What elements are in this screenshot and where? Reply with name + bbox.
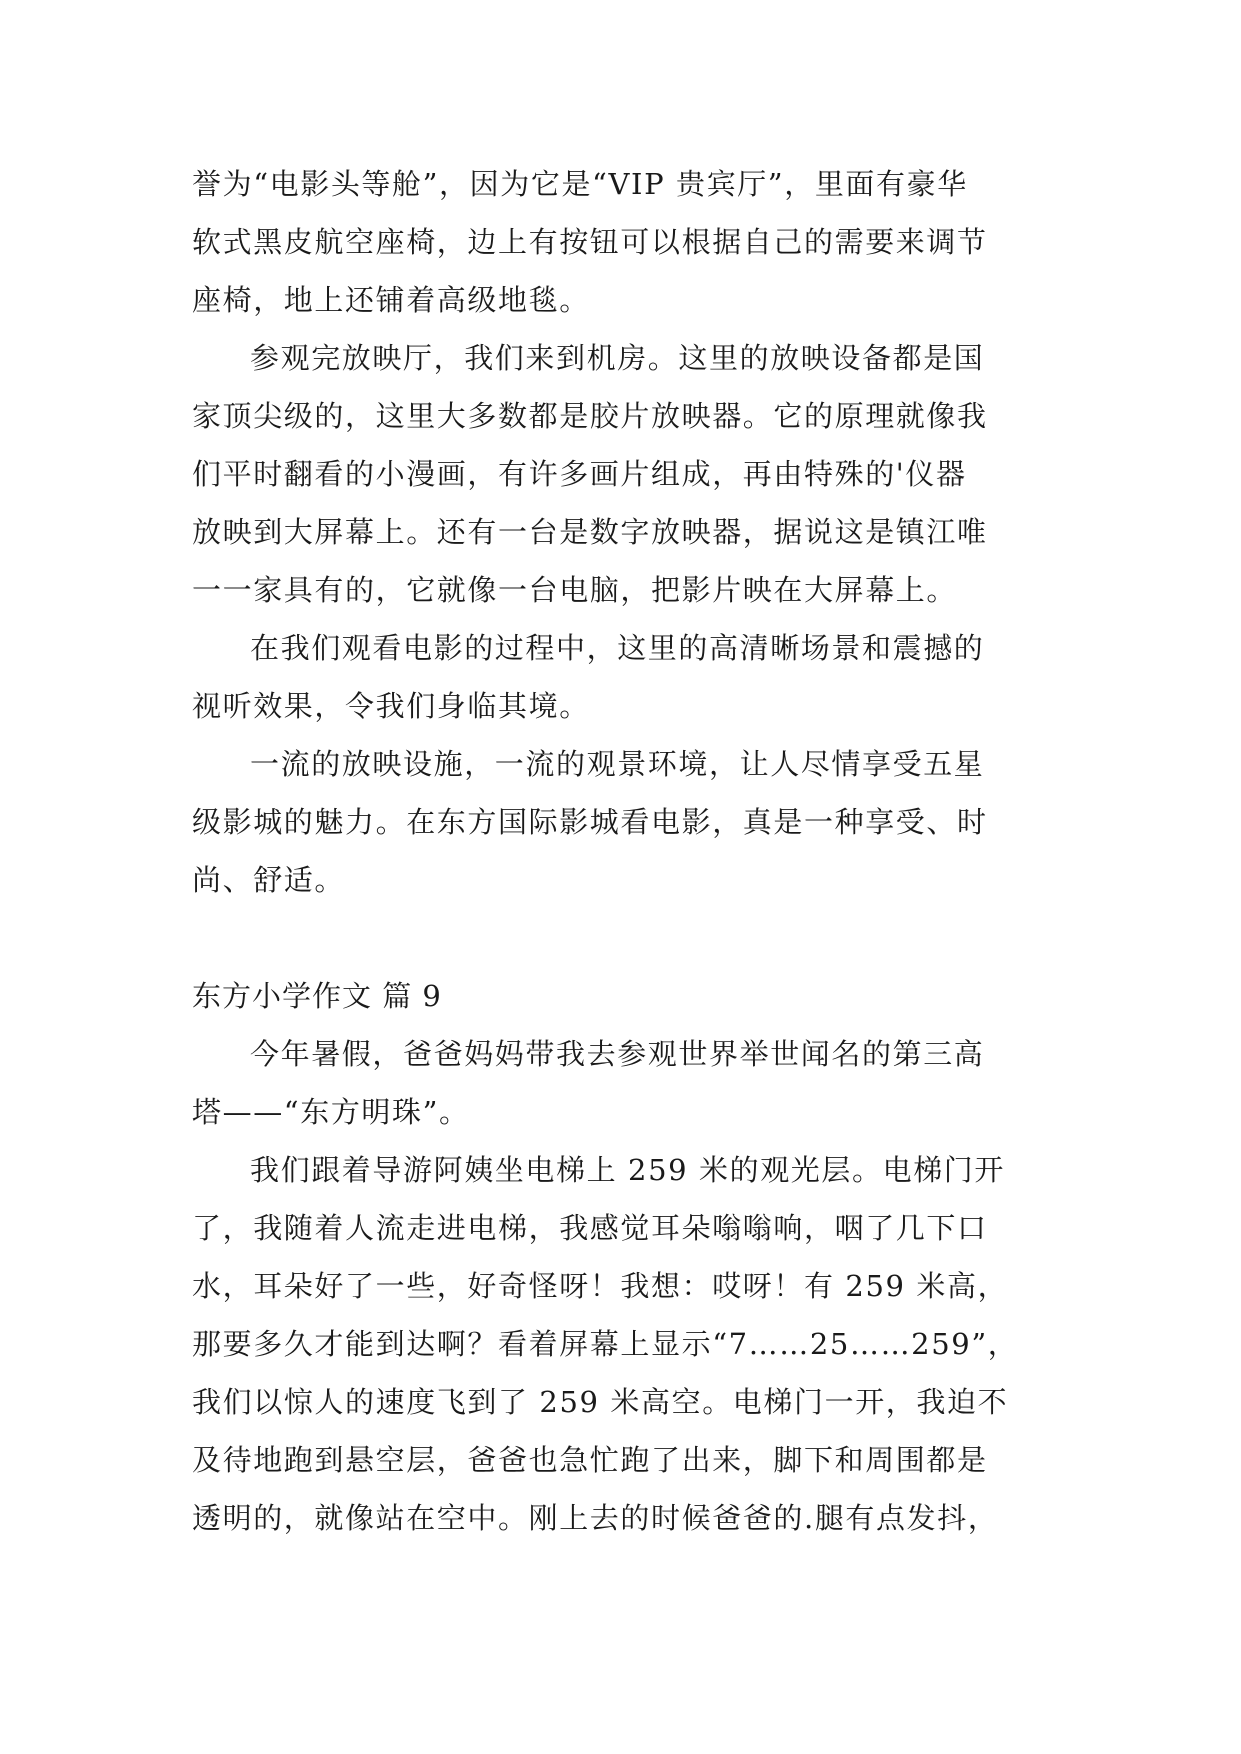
text-line: 家顶尖级的，这里大多数都是胶片放映器。它的原理就像我 — [192, 399, 988, 433]
text-line: 那要多久才能到达啊？看着屏幕上显示“7……25……259”， — [192, 1327, 1019, 1361]
text-line: 一一家具有的，它就像一台电脑，把影片映在大屏幕上。 — [192, 573, 958, 607]
text-line: 透明的，就像站在空中。刚上去的时候爸爸的.腿有点发抖， — [192, 1501, 999, 1535]
text-line: 们平时翻看的小漫画，有许多画片组成，再由特殊的'仪器 — [192, 457, 967, 491]
text-line: 视听效果，令我们身临其境。 — [192, 689, 590, 723]
text-line: 水，耳朵好了一些，好奇怪呀！我想：哎呀！有 259 米高， — [192, 1269, 1009, 1303]
text-line: 软式黑皮航空座椅，边上有按钮可以根据自己的需要来调节 — [192, 225, 988, 259]
text-line: 放映到大屏幕上。还有一台是数字放映器，据说这是镇江唯 — [192, 515, 988, 549]
text-line: 及待地跑到悬空层，爸爸也急忙跑了出来，脚下和周围都是 — [192, 1443, 988, 1477]
text-line: 座椅，地上还铺着高级地毯。 — [192, 283, 590, 317]
text-line: 誉为“电影头等舱”，因为它是“VIP 贵宾厅”，里面有豪华 — [192, 167, 968, 201]
paragraph-first-line: 今年暑假，爸爸妈妈带我去参观世界举世闻名的第三高 — [250, 1037, 985, 1071]
paragraph-first-line: 在我们观看电影的过程中，这里的高清晰场景和震撼的 — [250, 631, 985, 665]
paragraph-first-line: 一流的放映设施，一流的观景环境，让人尽情享受五星 — [250, 747, 985, 781]
text-line: 尚、舒适。 — [192, 863, 346, 897]
text-line: 塔——“东方明珠”。 — [192, 1095, 470, 1129]
text-line: 级影城的魅力。在东方国际影城看电影，真是一种享受、时 — [192, 805, 988, 839]
section-heading: 东方小学作文 篇 9 — [192, 979, 442, 1013]
paragraph-first-line: 参观完放映厅，我们来到机房。这里的放映设备都是国 — [250, 341, 985, 375]
text-line: 了，我随着人流走进电梯，我感觉耳朵嗡嗡响，咽了几下口 — [192, 1211, 988, 1245]
text-line: 我们以惊人的速度飞到了 259 米高空。电梯门一开，我迫不 — [192, 1385, 1009, 1419]
paragraph-first-line: 我们跟着导游阿姨坐电梯上 259 米的观光层。电梯门开 — [250, 1153, 1005, 1187]
